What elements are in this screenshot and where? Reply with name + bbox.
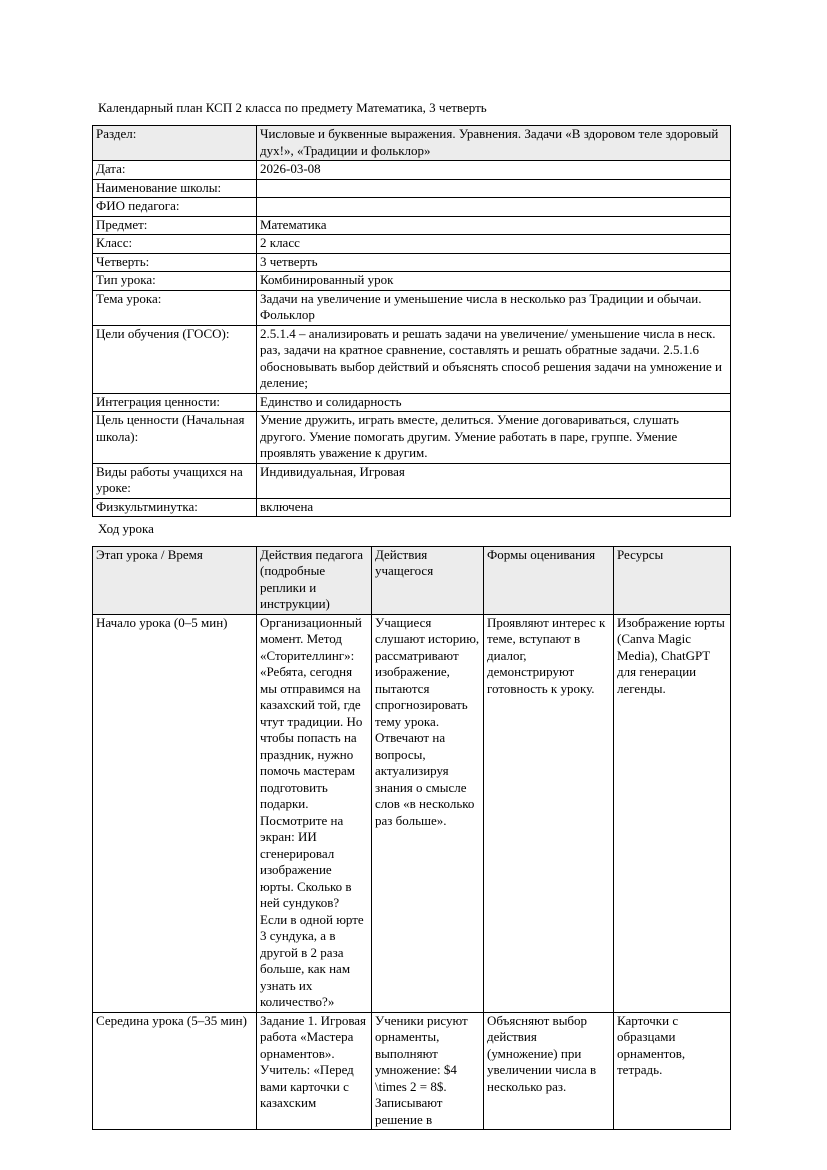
table-row: [93, 498, 731, 517]
info-value: Умение дружить, играть вместе, делиться. Умение договариваться, слушать другого. Умение помогать другим. Умение работать в паре, группе. Умение проявлять уважение к другим.: [257, 412, 731, 464]
info-value: [257, 198, 731, 217]
info-label: Предмет:: [93, 216, 257, 235]
assessment-cell: Проявляют интерес к теме, вступают в диалог, демонстрируют готовность к уроку.: [484, 614, 614, 1012]
info-value: Комбинированный урок: [257, 272, 731, 291]
table-row: [93, 290, 731, 325]
info-label: Дата:: [93, 161, 257, 180]
info-value: 3 четверть: [257, 253, 731, 272]
column-header-assessment: Формы оценивания: [484, 546, 614, 614]
table-row: [93, 235, 731, 254]
assessment-cell: Объясняют выбор действия (умножение) при увеличении числа в несколько раз.: [484, 1012, 614, 1130]
stage-cell: Начало урока (0–5 мин): [93, 614, 257, 1012]
column-header-student-actions: Действия учащегося: [372, 546, 484, 614]
page-title: Календарный план КСП 2 класса по предмету Математика, 3 четверть: [98, 100, 487, 115]
student-actions-cell: Ученики рисуют орнаменты, выполняют умножение: $4 \times 2 = 8$. Записывают решение в: [372, 1012, 484, 1130]
info-label: Цели обучения (ГОСО):: [93, 325, 257, 393]
table-row: [93, 393, 731, 412]
stage-cell: Середина урока (5–35 мин): [93, 1012, 257, 1130]
info-value: 2 класс: [257, 235, 731, 254]
info-label: Виды работы учащихся на уроке:: [93, 463, 257, 498]
table-header-row: [93, 546, 731, 614]
lesson-info-table: [92, 125, 731, 517]
lesson-flow-table: [92, 546, 731, 1131]
resources-cell: Изображение юрты (Canva Magic Media), ChatGPT для генерации легенды.: [614, 614, 731, 1012]
table-row: [93, 253, 731, 272]
table-row: [93, 161, 731, 180]
table-row: [93, 1012, 731, 1130]
column-header-stage: Этап урока / Время: [93, 546, 257, 614]
info-label: Цель ценности (Начальная школа):: [93, 412, 257, 464]
student-actions-cell: Учащиеся слушают историю, рассматривают изображение, пытаются спрогнозировать тему урока. Отвечают на вопросы, актуализируя знания о смысле слов «в несколько раз больше».: [372, 614, 484, 1012]
table-row: [93, 198, 731, 217]
table-row: [93, 216, 731, 235]
info-label: Четверть:: [93, 253, 257, 272]
info-label: Класс:: [93, 235, 257, 254]
info-label: Тема урока:: [93, 290, 257, 325]
info-label: Интеграция ценности:: [93, 393, 257, 412]
info-label: Наименование школы:: [93, 179, 257, 198]
info-value: 2.5.1.4 – анализировать и решать задачи на увеличение/ уменьшение числа в неск. раз, задачи на кратное сравнение, составлять и решать обратные задачи. 2.5.1.6 обосновывать выбор действий и объяснять способ решения задачи на умножение и деление;: [257, 325, 731, 393]
teacher-actions-cell: Задание 1. Игровая работа «Мастера орнаментов». Учитель: «Перед вами карточки с казахским: [257, 1012, 372, 1130]
info-value: Единство и солидарность: [257, 393, 731, 412]
table-row: [93, 126, 731, 161]
info-value: 2026-03-08: [257, 161, 731, 180]
column-header-teacher-actions: Действия педагога (подробные реплики и инструкции): [257, 546, 372, 614]
info-value: [257, 179, 731, 198]
info-label: Тип урока:: [93, 272, 257, 291]
table-row: [93, 179, 731, 198]
info-value: Математика: [257, 216, 731, 235]
info-value: Индивидуальная, Игровая: [257, 463, 731, 498]
section-heading-course-flow: Ход урока: [98, 521, 154, 536]
info-label: Раздел:: [93, 126, 257, 161]
column-header-resources: Ресурсы: [614, 546, 731, 614]
table-row: [93, 614, 731, 1012]
info-value: включена: [257, 498, 731, 517]
info-label: Физкультминутка:: [93, 498, 257, 517]
table-row: [93, 325, 731, 393]
info-label: ФИО педагога:: [93, 198, 257, 217]
info-value: Задачи на увеличение и уменьшение числа в несколько раз Традиции и обычаи. Фольклор: [257, 290, 731, 325]
table-row: [93, 412, 731, 464]
teacher-actions-cell: Организационный момент. Метод «Сторителлинг»: «Ребята, сегодня мы отправимся на казахский той, где чтут традиции. Но чтобы попасть на праздник, нужно помочь мастерам подготовить подарки. Посмотрите на экран: ИИ сгенерировал изображение юрты. Сколько в ней сундуков? Если в одной юрте 3 сундука, а в другой в 2 раза больше, как нам узнать их количество?»: [257, 614, 372, 1012]
table-row: [93, 272, 731, 291]
resources-cell: Карточки с образцами орнаментов, тетрадь.: [614, 1012, 731, 1130]
table-row: [93, 463, 731, 498]
info-value: Числовые и буквенные выражения. Уравнения. Задачи «В здоровом теле здоровый дух!», «Традиции и фольклор»: [257, 126, 731, 161]
